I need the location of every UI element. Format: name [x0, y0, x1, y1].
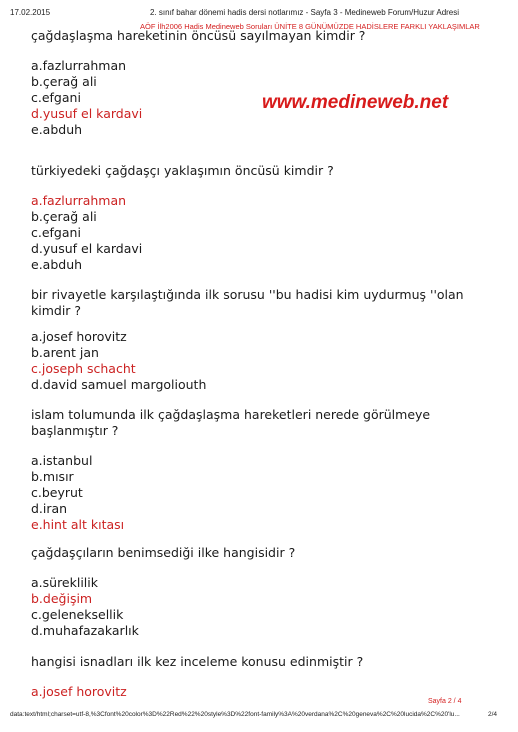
- option-3c-answer: c.joseph schacht: [31, 361, 136, 376]
- question-1: çağdaşlaşma hareketinin öncüsü sayılmayan kimdir ?: [31, 28, 366, 43]
- print-page-title: 2. sınıf bahar dönemi hadis dersi notlarımız - Sayfa 3 - Medineweb Forum/Huzur Adresi: [150, 8, 460, 17]
- option-4e-answer: e.hint alt kıtası: [31, 517, 125, 532]
- option-1c: c.efgani: [31, 90, 81, 105]
- site-watermark: www.medineweb.net: [262, 92, 449, 113]
- print-page-number: 2/4: [488, 711, 498, 718]
- option-2e: e.abduh: [31, 257, 83, 272]
- option-5a: a.süreklilik: [31, 575, 98, 590]
- option-3a: a.josef horovitz: [31, 329, 127, 344]
- question-4-cont: başlanmıştır ?: [31, 423, 119, 438]
- option-5c: c.geleneksellik: [31, 607, 124, 622]
- option-3b: b.arent jan: [31, 345, 99, 360]
- option-4d: d.iran: [31, 501, 68, 516]
- forum-breadcrumb: AÖF İlh2006 Hadis Medineweb Soruları ÜNİTE 8 GÜNÜMÜZDE HADİSLERE FARKLI YAKLAŞIMLAR: [140, 22, 480, 31]
- option-2b: b.çerağ ali: [31, 209, 97, 224]
- option-3d: d.david samuel margoliouth: [31, 377, 207, 392]
- option-5d: d.muhafazakarlık: [31, 623, 139, 638]
- question-5: çağdaşçıların benimsediği ilke hangisidir ?: [31, 545, 296, 560]
- question-3: bir rivayetle karşılaştığında ilk sorusu ''bu hadisi kim uydurmuş ''olan: [31, 287, 464, 302]
- option-6a-answer: a.josef horovitz: [31, 684, 127, 699]
- print-url: data:text/html;charset=utf-8,%3Cfont%20color%3D%22Red%22%20style%3D%22font-family%3A%20verdana%2C%20geneva%2C%20lucida%2C%20'lu...: [10, 711, 460, 718]
- question-3-cont: kimdir ?: [31, 303, 82, 318]
- option-5b-answer: b.değişim: [31, 591, 93, 606]
- option-4a: a.istanbul: [31, 453, 93, 468]
- option-2a-answer: a.fazlurrahman: [31, 193, 127, 208]
- option-1b: b.çerağ ali: [31, 74, 97, 89]
- option-4b: b.mısır: [31, 469, 74, 484]
- option-1d-answer: d.yusuf el kardavi: [31, 106, 143, 121]
- option-2c: c.efgani: [31, 225, 81, 240]
- question-6: hangisi isnadları ilk kez inceleme konusu edinmiştir ?: [31, 654, 364, 669]
- option-1e: e.abduh: [31, 122, 83, 137]
- print-date: 17.02.2015: [10, 8, 51, 17]
- question-4: islam tolumunda ilk çağdaşlaşma hareketleri nerede görülmeye: [31, 407, 431, 422]
- page-indicator: Sayfa 2 / 4: [428, 698, 462, 705]
- option-4c: c.beyrut: [31, 485, 83, 500]
- option-1a: a.fazlurrahman: [31, 58, 127, 73]
- option-2d: d.yusuf el kardavi: [31, 241, 143, 256]
- question-2: türkiyedeki çağdaşçı yaklaşımın öncüsü kimdir ?: [31, 163, 334, 178]
